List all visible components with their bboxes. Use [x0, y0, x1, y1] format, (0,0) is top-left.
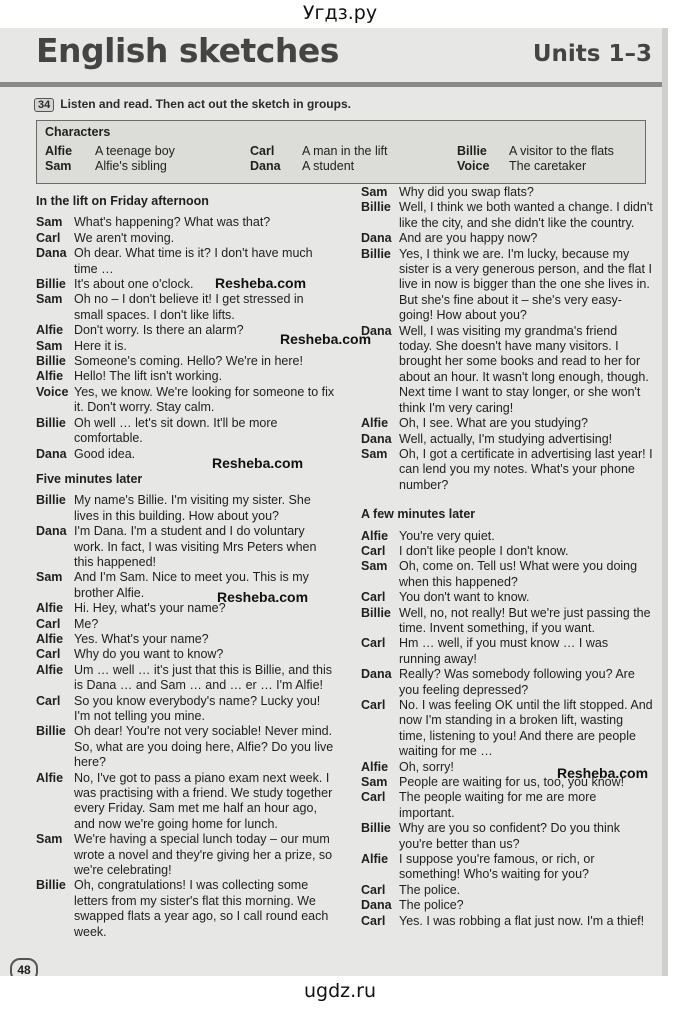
dialogue-line	[36, 246, 336, 277]
dialogue-line	[361, 590, 653, 605]
speaker-name: Billie	[36, 354, 66, 369]
speech-text: Good idea.	[74, 446, 136, 461]
speech-text: Don't worry. Is there an alarm?	[74, 323, 244, 338]
speaker-name: Alfie	[36, 323, 64, 338]
speaker-name: Billie	[361, 200, 391, 215]
character-desc: A student	[302, 159, 355, 173]
dialogue-line	[36, 694, 336, 725]
speech-text: You don't want to know.	[399, 590, 530, 605]
speech-text: We're having a special lunch today – our mum wrote a novel and they're giving her a prize, so we're celebrating!	[74, 832, 333, 878]
speech-text: Oh, sorry!	[399, 759, 454, 774]
speech-text: Yes, we know. We're looking for someone to fix it. Don't worry. Stay calm.	[74, 384, 335, 415]
speech-text: And are you happy now?	[399, 231, 538, 246]
watermark: Resheba.com	[557, 765, 649, 781]
audio-track-badge: 34	[34, 98, 54, 112]
speaker-name: Carl	[361, 913, 386, 928]
dialogue-line	[361, 416, 653, 431]
units-label: Units 1–3	[532, 41, 652, 67]
speaker-name: Billie	[36, 415, 66, 430]
speaker-name: Billie	[361, 246, 391, 261]
speech-text: What's happening? What was that?	[74, 215, 271, 230]
speech-text: Really? Was somebody following you? Are you feeling depressed?	[399, 667, 635, 697]
speech-text: And I'm Sam. Nice to meet you. This is my brother Alfie.	[74, 570, 309, 600]
dialogue-line	[36, 878, 336, 940]
speaker-name: Billie	[36, 878, 66, 893]
right-column	[361, 185, 653, 929]
page-number: 48	[10, 958, 38, 976]
section-heading: Five minutes later	[36, 471, 143, 486]
dialogue-line	[36, 617, 336, 632]
character-name: Alfie	[45, 144, 73, 158]
instruction-text: Listen and read. Then act out the sketch in groups.	[60, 97, 351, 111]
dialogue-line	[361, 790, 653, 821]
dialogue-block	[36, 493, 336, 940]
speech-text: People are waiting for us, too, you know!	[399, 775, 625, 790]
speaker-name: Billie	[36, 493, 66, 508]
speaker-name: Sam	[36, 570, 63, 585]
speech-text: Oh no – I don't believe it! I get stressed in small spaces. I don't like lifts.	[74, 292, 304, 322]
speaker-name: Carl	[361, 882, 386, 897]
speaker-name: Voice	[36, 384, 69, 399]
dialogue-line	[36, 215, 336, 230]
speech-text: Here it is.	[74, 338, 127, 353]
dialogue-line	[361, 185, 653, 200]
speaker-name: Dana	[361, 898, 392, 913]
character-name: Dana	[250, 159, 281, 173]
speech-text: I suppose you're famous, or rich, or something! Who's waiting for you?	[399, 852, 595, 882]
speech-text: Why do you want to know?	[74, 647, 224, 662]
speech-text: Oh dear. What time is it? I don't have much time …	[74, 246, 313, 276]
speaker-name: Billie	[36, 277, 66, 292]
character-desc: A teenage boy	[95, 144, 175, 158]
speech-text: Oh dear! You're not very sociable! Never mind. So, what are you doing here, Alfie? Do you live here?	[74, 724, 334, 770]
dialogue-block	[361, 529, 653, 930]
site-header-text: Угдз.ру	[302, 2, 378, 24]
character-name: Billie	[457, 144, 487, 158]
speaker-name: Alfie	[36, 601, 64, 616]
dialogue-line	[36, 724, 336, 770]
dialogue-line	[36, 632, 336, 647]
speech-text: Well, actually, I'm studying advertising!	[399, 431, 613, 446]
speech-text: Yes. I was robbing a flat just now. I'm a thief!	[399, 913, 645, 928]
speech-text: Oh, congratulations! I was collecting some letters from my sister's flat this morning. We swapped flats a year ago, so I call round each week.	[74, 878, 329, 939]
speech-text: Hello! The lift isn't working.	[74, 369, 223, 384]
watermark: Resheba.com	[212, 455, 304, 471]
speaker-name: Carl	[36, 230, 61, 245]
speaker-name: Carl	[361, 590, 386, 605]
speech-text: Oh, I got a certificate in advertising last year! I can lend you my notes. What's your phone number?	[399, 446, 653, 492]
dialogue-line	[36, 832, 336, 878]
speech-text: We aren't moving.	[74, 230, 175, 245]
speech-text: Um … well … it's just that this is Billie, and this is Dana … and Sam … and … er … I'm Alfie!	[74, 662, 333, 693]
speech-text: The people waiting for me are more important.	[399, 790, 597, 820]
watermark: Resheba.com	[217, 589, 309, 605]
speaker-name: Dana	[361, 667, 392, 682]
instruction	[34, 97, 351, 112]
dialogue-line	[36, 493, 336, 524]
speaker-name: Alfie	[361, 528, 389, 543]
character-name: Voice	[457, 159, 490, 173]
dialogue-line	[361, 698, 653, 760]
speech-text: Well, no, not really! But we're just passing the time. Invent something, if you want.	[399, 605, 651, 635]
speaker-name: Alfie	[361, 759, 389, 774]
characters-title: Characters	[45, 125, 111, 139]
character-name: Carl	[250, 144, 275, 158]
dialogue-line	[36, 369, 336, 384]
speech-text: You're very quiet.	[399, 528, 495, 543]
speech-text: The police.	[399, 882, 461, 897]
dialogue-line	[361, 898, 653, 913]
speaker-name: Alfie	[361, 416, 389, 431]
speech-text: Oh, I see. What are you studying?	[399, 416, 588, 431]
character-desc: A man in the lift	[302, 144, 388, 158]
speech-text: No, I've got to pass a piano exam next week. I was practising with a friend. We study together every Friday. Sam met me half an hour ago, and now we're going home for lunch.	[74, 770, 333, 831]
dialogue-line	[361, 432, 653, 447]
speech-text: Well, I think we both wanted a change. I didn't like the city, and she didn't like the country.	[399, 200, 653, 230]
title-divider	[0, 82, 662, 87]
dialogue-line	[36, 647, 336, 662]
speaker-name: Alfie	[361, 852, 389, 867]
speaker-name: Alfie	[36, 662, 64, 677]
speaker-name: Carl	[36, 693, 61, 708]
speaker-name: Carl	[361, 543, 386, 558]
speech-text: The police?	[399, 898, 464, 913]
dialogue-line	[36, 524, 336, 570]
dialogue-line	[361, 667, 653, 698]
speech-text: Someone's coming. Hello? We're in here!	[74, 354, 303, 369]
dialogue-line	[361, 324, 653, 416]
speech-text: Oh, come on. Tell us! What were you doing when this happened?	[399, 559, 638, 589]
dialogue-line	[36, 663, 336, 694]
speaker-name: Sam	[36, 832, 63, 847]
speaker-name: Carl	[361, 790, 386, 805]
dialogue-line	[36, 292, 336, 323]
speech-text: Me?	[74, 616, 99, 631]
dialogue-line	[36, 771, 336, 833]
dialogue-line	[361, 200, 653, 231]
textbook-page	[0, 28, 668, 976]
character-desc: A visitor to the flats	[509, 144, 614, 158]
speaker-name: Sam	[36, 292, 63, 307]
speaker-name: Dana	[361, 323, 392, 338]
dialogue-line	[36, 416, 336, 447]
speaker-name: Dana	[36, 246, 67, 261]
speech-text: I don't like people I don't know.	[399, 543, 569, 558]
speech-text: It's about one o'clock.	[74, 277, 194, 292]
speaker-name: Sam	[36, 215, 63, 230]
page-title: English sketches	[36, 31, 339, 70]
speech-text: No. I was feeling OK until the lift stopped. And now I'm standing in a broken lift, wasting time, listening to you! And there are people waiting for me …	[399, 698, 653, 759]
dialogue-line	[361, 559, 653, 590]
dialogue-line	[361, 852, 653, 883]
dialogue-line	[361, 447, 653, 493]
speaker-name: Alfie	[36, 369, 64, 384]
dialogue-line	[36, 231, 336, 246]
dialogue-line	[361, 883, 653, 898]
speaker-name: Carl	[361, 636, 386, 651]
dialogue-line	[361, 914, 653, 929]
speaker-name: Sam	[36, 338, 63, 353]
speaker-name: Alfie	[36, 770, 64, 785]
speaker-name: Billie	[36, 724, 66, 739]
watermark: Resheba.com	[280, 331, 372, 347]
character-desc: The caretaker	[509, 159, 587, 173]
dialogue-line	[361, 231, 653, 246]
dialogue-line	[36, 354, 336, 369]
speech-text: Yes. What's your name?	[74, 631, 209, 646]
speech-text: Hm … well, if you must know … I was running away!	[399, 636, 609, 666]
speaker-name: Dana	[36, 524, 67, 539]
speaker-name: Dana	[361, 231, 392, 246]
dialogue-line	[361, 606, 653, 637]
character-name: Sam	[45, 159, 72, 173]
speaker-name: Sam	[361, 446, 388, 461]
section-heading: In the lift on Friday afternoon	[36, 194, 209, 208]
speaker-name: Sam	[361, 185, 388, 199]
speaker-name: Carl	[36, 647, 61, 662]
characters-box	[36, 120, 646, 184]
dialogue-line	[361, 529, 653, 544]
dialogue-line	[361, 247, 653, 324]
speech-text: I'm Dana. I'm a student and I do voluntary work. In fact, I was visiting Mrs Peters when this happened!	[74, 524, 317, 569]
speaker-name: Dana	[36, 446, 67, 461]
speech-text: Why did you swap flats?	[399, 185, 534, 199]
speech-text: Why are you so confident? Do you think you're better than us?	[399, 821, 620, 851]
speaker-name: Sam	[361, 559, 388, 574]
left-column	[36, 190, 336, 940]
speaker-name: Carl	[36, 616, 61, 631]
site-footer-text: ugdz.ru	[303, 980, 377, 1002]
speaker-name: Dana	[361, 431, 392, 446]
speech-text: Well, I was visiting my grandma's friend today. She doesn't have many visitors. I brought her some books and read to her for about an hour. It wasn't long enough, though. Next time I want to stay longer, or she won't think I'm very caring!	[399, 323, 649, 415]
dialogue-block	[361, 185, 653, 493]
speech-text: Yes, I think we are. I'm lucky, because my sister is a very generous person, and the flat I live in now is bigger than the one she lives in. But she's fine about it – she's very easy-going! How about you?	[399, 246, 652, 323]
speech-text: Oh well … let's sit down. It'll be more comfortable.	[74, 415, 278, 446]
characters-grid	[45, 144, 649, 173]
speaker-name: Alfie	[36, 631, 64, 646]
section-heading: A few minutes later	[361, 507, 476, 522]
dialogue-line	[361, 821, 653, 852]
speaker-name: Billie	[361, 821, 391, 836]
dialogue-line	[361, 636, 653, 667]
speech-text: So you know everybody's name? Lucky you! I'm not telling you mine.	[74, 693, 321, 723]
speaker-name: Billie	[361, 605, 391, 620]
dialogue-line	[361, 544, 653, 559]
speech-text: Hi. Hey, what's your name?	[74, 601, 226, 616]
speaker-name: Carl	[361, 698, 386, 712]
dialogue-line	[36, 385, 336, 416]
speech-text: My name's Billie. I'm visiting my sister. She lives in this building. How about you?	[74, 493, 311, 523]
watermark: Resheba.com	[215, 275, 307, 291]
speaker-name: Sam	[361, 775, 388, 790]
character-desc: Alfie's sibling	[95, 159, 167, 173]
